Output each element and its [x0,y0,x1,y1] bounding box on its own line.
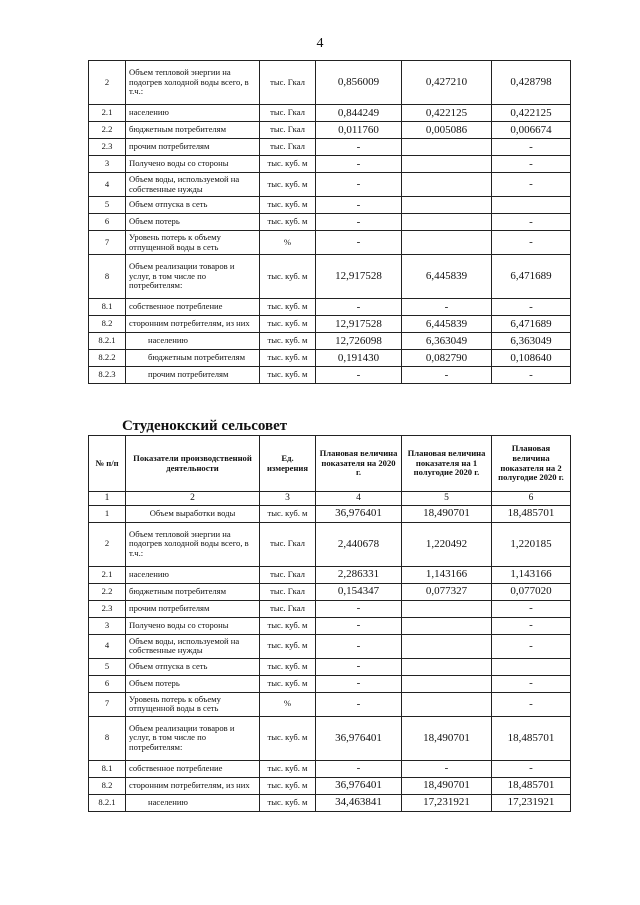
row-number: 8 [89,255,126,299]
section-title: Студенокский сельсовет [122,418,288,434]
row-value-half2: - [492,231,571,255]
row-unit: тыс. Гкал [260,122,316,139]
row-value-year: 0,844249 [316,105,402,122]
header-unit: Ед. измерения [260,436,316,492]
row-value-half2: 18,485701 [492,777,571,794]
table-row [89,350,571,367]
row-value-half2: - [492,692,571,716]
row-value-half1 [402,692,492,716]
row-unit: тыс. куб. м [260,658,316,675]
row-value-year: 36,976401 [316,777,402,794]
row-value-half2: - [492,156,571,173]
row-value-year: - [316,173,402,197]
table-studenok [88,435,571,812]
row-unit: тыс. куб. м [260,173,316,197]
row-unit: тыс. Гкал [260,105,316,122]
row-value-year: - [316,156,402,173]
row-value-year: - [316,299,402,316]
row-indicator: Получено воды со стороны [126,617,260,634]
row-number: 7 [89,692,126,716]
row-value-half1 [402,675,492,692]
row-value-year: - [316,760,402,777]
row-unit: тыс. Гкал [260,566,316,583]
row-value-year: 0,154347 [316,583,402,600]
row-indicator: населению [126,566,260,583]
row-value-year: 2,286331 [316,566,402,583]
table-row [89,255,571,299]
row-number: 2.1 [89,566,126,583]
row-unit: тыс. куб. м [260,634,316,658]
table-row [89,634,571,658]
row-number: 8 [89,716,126,760]
row-unit: тыс. куб. м [260,760,316,777]
row-value-half1 [402,617,492,634]
row-value-half1: - [402,299,492,316]
row-value-half1: - [402,760,492,777]
table-upper [88,60,571,384]
row-value-half2: 0,422125 [492,105,571,122]
row-number: 3 [89,617,126,634]
row-number: 3 [89,156,126,173]
row-indicator: сторонним потребителям, из них [126,777,260,794]
row-indicator: бюджетным потребителям [126,122,260,139]
row-indicator: Объем реализации товаров и услуг, в том числе по потребителям: [126,716,260,760]
row-indicator: Объем тепловой энергии на подогрев холодной воды всего, в т.ч.: [126,522,260,566]
row-value-year: 0,856009 [316,61,402,105]
table-row [89,139,571,156]
row-number: 8.2.1 [89,333,126,350]
row-number: 8.2.2 [89,350,126,367]
row-number: 4 [89,634,126,658]
row-value-half2: 6,363049 [492,333,571,350]
row-indicator: Объем реализации товаров и услуг, в том числе по потребителям: [126,255,260,299]
row-value-year: 36,976401 [316,716,402,760]
row-number: 6 [89,675,126,692]
row-indicator: Объем потерь [126,675,260,692]
row-value-half2: - [492,214,571,231]
table-row [89,197,571,214]
row-value-half1: 18,490701 [402,777,492,794]
row-number: 2 [89,522,126,566]
row-unit: тыс. Гкал [260,61,316,105]
row-number: 8.2.3 [89,367,126,384]
row-value-half1: 6,445839 [402,255,492,299]
row-indicator: бюджетным потребителям [126,583,260,600]
row-indicator: Уровень потерь к объему отпущенной воды в сеть [126,692,260,716]
header-half2: Плановая величина показателя на 2 полугодие 2020 г. [492,436,571,492]
row-number: 2.1 [89,105,126,122]
table-row [89,583,571,600]
table-row [89,333,571,350]
row-unit: тыс. куб. м [260,777,316,794]
row-unit: тыс. куб. м [260,156,316,173]
row-value-year: - [316,692,402,716]
row-value-year: - [316,367,402,384]
row-unit: тыс. Гкал [260,139,316,156]
row-value-half2: - [492,173,571,197]
row-indicator: Получено воды со стороны [126,156,260,173]
row-value-half1 [402,156,492,173]
table-row [89,173,571,197]
row-indicator: прочим потребителям [126,139,260,156]
row-unit: тыс. куб. м [260,675,316,692]
row-value-half1 [402,658,492,675]
header-indicators: Показатели производственной деятельности [126,436,260,492]
row-value-year: - [316,600,402,617]
row-value-half1: 18,490701 [402,505,492,522]
row-value-year: 34,463841 [316,794,402,811]
row-unit: тыс. куб. м [260,367,316,384]
row-value-half2: 1,220185 [492,522,571,566]
row-indicator: Уровень потерь к объему отпущенной воды в сеть [126,231,260,255]
row-value-half1: 0,427210 [402,61,492,105]
row-value-half2: - [492,367,571,384]
row-indicator: собственное потребление [126,299,260,316]
row-unit: тыс. куб. м [260,255,316,299]
row-unit: % [260,692,316,716]
table-row [89,61,571,105]
row-value-half1 [402,173,492,197]
row-value-half1: 1,220492 [402,522,492,566]
table-row [89,156,571,173]
row-unit: тыс. куб. м [260,214,316,231]
table-row [89,367,571,384]
row-indicator: Объем тепловой энергии на подогрев холодной воды всего, в т.ч.: [126,61,260,105]
row-unit: тыс. куб. м [260,316,316,333]
table-row [89,692,571,716]
row-indicator: Объем выработки воды [126,505,260,522]
row-value-half2: 0,006674 [492,122,571,139]
table-row [89,505,571,522]
row-value-year: - [316,139,402,156]
row-number: 1 [89,505,126,522]
row-number: 8.2.1 [89,794,126,811]
table-row [89,522,571,566]
row-unit: тыс. куб. м [260,299,316,316]
table-row [89,658,571,675]
row-value-half2: - [492,675,571,692]
row-value-half2: - [492,634,571,658]
row-value-half1: 0,082790 [402,350,492,367]
row-number: 4 [89,173,126,197]
row-value-half2 [492,658,571,675]
row-number: 2.2 [89,122,126,139]
row-number: 2.3 [89,139,126,156]
row-value-year: 2,440678 [316,522,402,566]
page-number: 4 [316,36,324,51]
table-row [89,214,571,231]
table-row [89,231,571,255]
row-number: 5 [89,197,126,214]
table-row [89,777,571,794]
row-value-half2: 18,485701 [492,716,571,760]
row-value-half2: - [492,139,571,156]
row-unit: тыс. Гкал [260,600,316,617]
row-indicator: населению [126,105,260,122]
table-row [89,316,571,333]
row-value-year: 12,917528 [316,255,402,299]
colnum-4: 4 [316,492,402,506]
row-value-half2: 0,428798 [492,61,571,105]
row-value-half1 [402,197,492,214]
table-row [89,122,571,139]
row-value-half1: 18,490701 [402,716,492,760]
row-value-half1 [402,214,492,231]
row-value-half2 [492,197,571,214]
row-unit: тыс. куб. м [260,794,316,811]
row-indicator: Объем отпуска в сеть [126,197,260,214]
row-value-half2: - [492,617,571,634]
row-value-half2: 6,471689 [492,316,571,333]
row-value-half1: 6,445839 [402,316,492,333]
row-value-year: - [316,214,402,231]
table-row [89,617,571,634]
colnum-5: 5 [402,492,492,506]
row-value-year: - [316,231,402,255]
row-unit: тыс. куб. м [260,617,316,634]
row-unit: тыс. куб. м [260,716,316,760]
row-value-half2: - [492,760,571,777]
table-row [89,105,571,122]
header-num: № п/п [89,436,126,492]
row-value-year: 36,976401 [316,505,402,522]
row-value-half1: 0,005086 [402,122,492,139]
table-row [89,675,571,692]
table-header-row [89,436,571,492]
row-indicator: бюджетным потребителям [126,350,260,367]
row-number: 2 [89,61,126,105]
table-row [89,716,571,760]
table-row [89,566,571,583]
header-half1: Плановая величина показателя на 1 полугодие 2020 г. [402,436,492,492]
row-indicator: Объем отпуска в сеть [126,658,260,675]
row-value-half1: 0,422125 [402,105,492,122]
row-value-half2: 6,471689 [492,255,571,299]
colnum-2: 2 [126,492,260,506]
table-row [89,794,571,811]
row-value-half2: 0,077020 [492,583,571,600]
row-number: 8.1 [89,299,126,316]
row-value-half1: 17,231921 [402,794,492,811]
column-number-row [89,492,571,506]
row-value-year: 12,917528 [316,316,402,333]
row-number: 5 [89,658,126,675]
row-unit: тыс. Гкал [260,522,316,566]
row-indicator: прочим потребителям [126,367,260,384]
row-number: 2.3 [89,600,126,617]
row-number: 8.2 [89,777,126,794]
row-unit: тыс. куб. м [260,350,316,367]
table-row [89,760,571,777]
row-value-year: - [316,617,402,634]
row-value-half1: 1,143166 [402,566,492,583]
row-value-half2: - [492,600,571,617]
row-value-half1 [402,139,492,156]
row-indicator: Объем воды, используемой на собственные нужды [126,173,260,197]
row-value-year: - [316,658,402,675]
header-year: Плановая величина показателя на 2020 г. [316,436,402,492]
row-value-half2: 18,485701 [492,505,571,522]
table-row [89,600,571,617]
row-value-half2: 0,108640 [492,350,571,367]
row-value-year: - [316,197,402,214]
row-number: 8.2 [89,316,126,333]
row-value-half1: 6,363049 [402,333,492,350]
row-value-half2: 17,231921 [492,794,571,811]
row-number: 6 [89,214,126,231]
row-unit: тыс. Гкал [260,583,316,600]
row-value-year: 0,191430 [316,350,402,367]
row-value-year: - [316,675,402,692]
row-value-half1: 0,077327 [402,583,492,600]
row-value-half1 [402,634,492,658]
row-value-year: 0,011760 [316,122,402,139]
row-value-half1 [402,231,492,255]
row-indicator: Объем воды, используемой на собственные нужды [126,634,260,658]
colnum-6: 6 [492,492,571,506]
row-indicator: сторонним потребителям, из них [126,316,260,333]
row-value-half1: - [402,367,492,384]
row-number: 8.1 [89,760,126,777]
row-unit: тыс. куб. м [260,333,316,350]
row-value-year: 12,726098 [316,333,402,350]
row-indicator: населению [126,333,260,350]
row-indicator: населению [126,794,260,811]
row-unit: тыс. куб. м [260,505,316,522]
row-value-year: - [316,634,402,658]
row-value-half2: 1,143166 [492,566,571,583]
row-number: 7 [89,231,126,255]
row-indicator: собственное потребление [126,760,260,777]
row-indicator: прочим потребителям [126,600,260,617]
row-unit: % [260,231,316,255]
row-unit: тыс. куб. м [260,197,316,214]
row-value-half2: - [492,299,571,316]
row-number: 2.2 [89,583,126,600]
row-value-half1 [402,600,492,617]
colnum-3: 3 [260,492,316,506]
row-indicator: Объем потерь [126,214,260,231]
colnum-1: 1 [89,492,126,506]
table-row [89,299,571,316]
